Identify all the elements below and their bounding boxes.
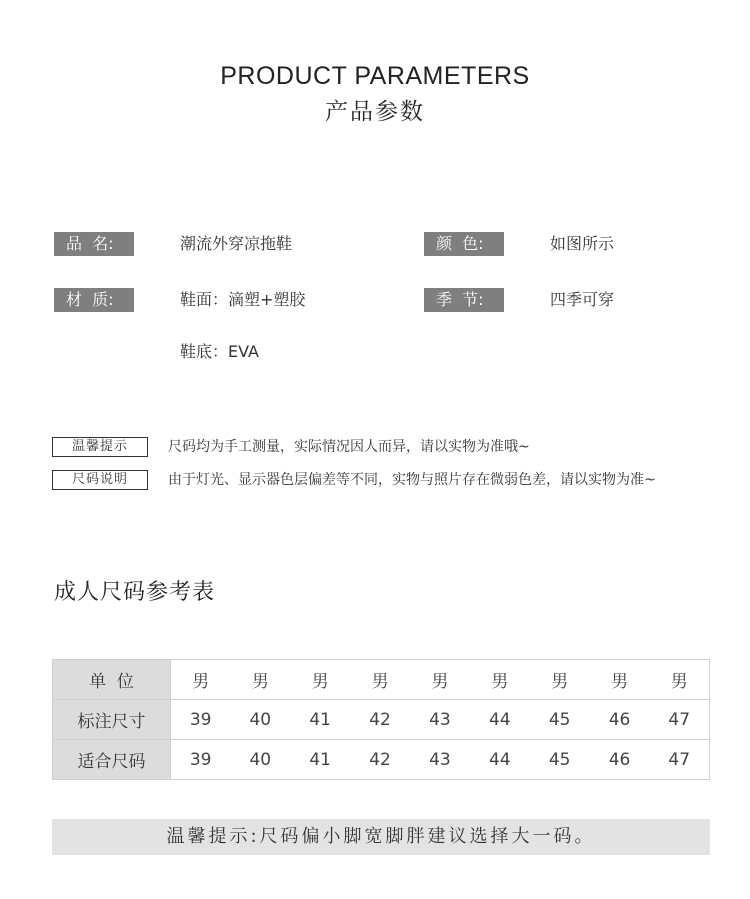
footer-tip-bar: 温馨提示:尺码偏小脚宽脚胖建议选择大一码。 xyxy=(52,819,710,855)
param-name-value: 潮流外穿凉拖鞋 xyxy=(180,234,293,253)
table-cell: 40 xyxy=(230,700,290,740)
table-cell: 男 xyxy=(650,660,710,700)
table-cell: 47 xyxy=(650,740,710,780)
title-english: PRODUCT PARAMETERS xyxy=(220,62,530,90)
table-row-unit xyxy=(53,660,710,700)
param-material-value: 鞋面：滴塑+塑胶 xyxy=(180,290,306,309)
param-sole-value: 鞋底：EVA xyxy=(180,342,259,361)
title-chinese: 产品参数 xyxy=(325,99,425,125)
param-name-label: 品 名: xyxy=(54,232,134,256)
table-row-labeled-size xyxy=(53,700,710,740)
table-cell: 46 xyxy=(590,740,650,780)
tip-label: 温馨提示 xyxy=(52,437,148,457)
table-cell: 男 xyxy=(230,660,290,700)
size-note-label: 尺码说明 xyxy=(52,470,148,490)
table-cell: 42 xyxy=(350,700,410,740)
table-cell: 39 xyxy=(171,740,231,780)
table-cell: 39 xyxy=(171,700,231,740)
table-cell: 41 xyxy=(290,700,350,740)
table-cell: 男 xyxy=(171,660,231,700)
table-cell: 47 xyxy=(650,700,710,740)
table-cell: 男 xyxy=(290,660,350,700)
table-cell: 男 xyxy=(470,660,530,700)
table-cell: 男 xyxy=(410,660,470,700)
table-head-unit: 单 位 xyxy=(53,660,171,700)
table-cell: 44 xyxy=(470,700,530,740)
table-cell: 41 xyxy=(290,740,350,780)
size-table xyxy=(52,659,710,780)
param-color-label: 颜 色: xyxy=(424,232,504,256)
table-head-labeled-size: 标注尺寸 xyxy=(53,700,171,740)
table-cell: 46 xyxy=(590,700,650,740)
table-head-fit-size: 适合尺码 xyxy=(53,740,171,780)
table-cell: 45 xyxy=(530,740,590,780)
table-row-fit-size xyxy=(53,740,710,780)
param-material-label: 材 质: xyxy=(54,288,134,312)
table-cell: 男 xyxy=(530,660,590,700)
table-cell: 44 xyxy=(470,740,530,780)
param-season-label: 季 节: xyxy=(424,288,504,312)
param-season-value: 四季可穿 xyxy=(550,290,615,309)
table-cell: 40 xyxy=(230,740,290,780)
size-table-title: 成人尺码参考表 xyxy=(54,580,216,605)
table-cell: 男 xyxy=(590,660,650,700)
tip-text: 尺码均为手工测量，实际情况因人而异，请以实物为准哦~ xyxy=(168,439,530,455)
table-cell: 43 xyxy=(410,740,470,780)
table-cell: 男 xyxy=(350,660,410,700)
param-color-value: 如图所示 xyxy=(550,234,615,253)
table-cell: 43 xyxy=(410,700,470,740)
table-cell: 42 xyxy=(350,740,410,780)
size-note-text: 由于灯光、显示器色层偏差等不同，实物与照片存在微弱色差，请以实物为准~ xyxy=(168,472,656,488)
table-cell: 45 xyxy=(530,700,590,740)
